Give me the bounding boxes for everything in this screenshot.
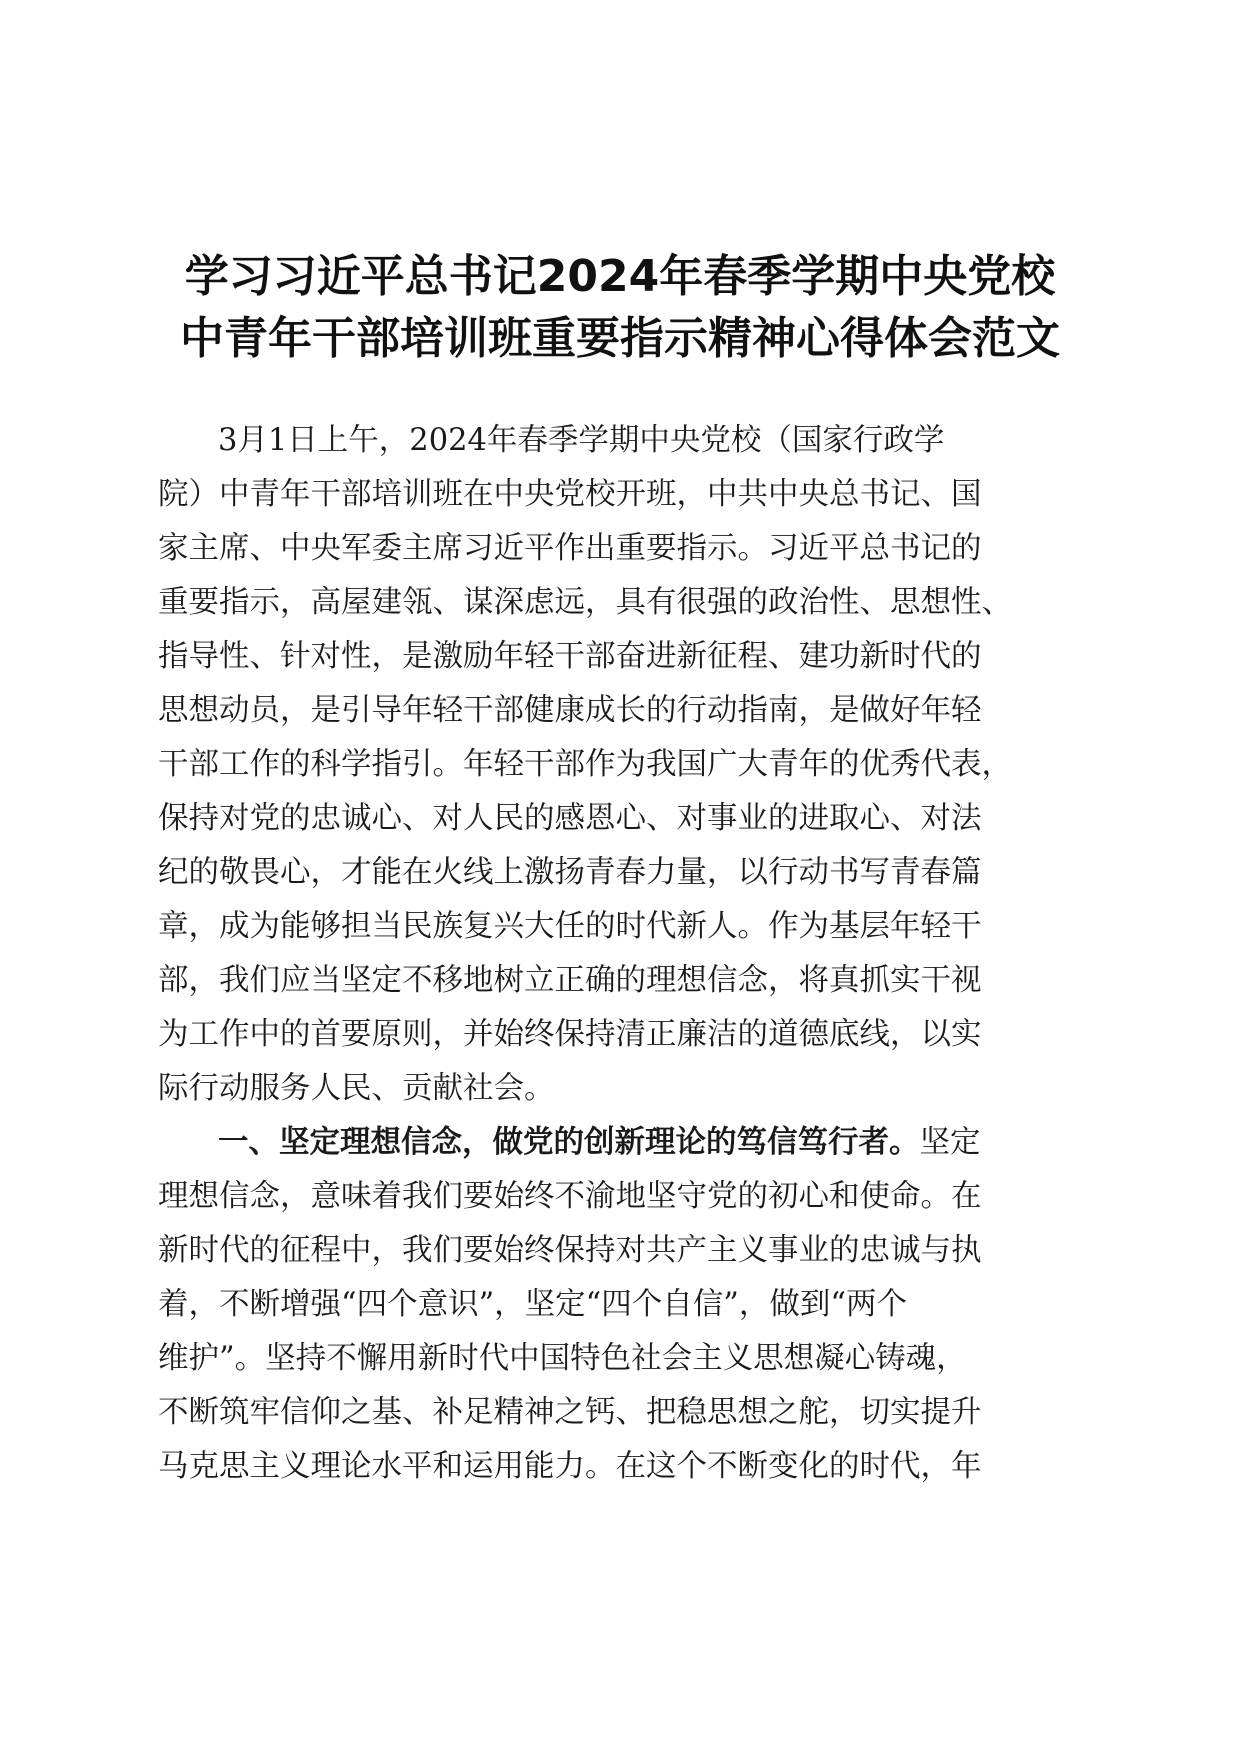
text-line: 部，我们应当坚定不移地树立正确的理想信念，将真抓实干视 bbox=[158, 963, 982, 998]
text-line: 保持对党的忠诚心、对人民的感恩心、对事业的进取心、对法 bbox=[158, 801, 982, 836]
text-line: 新时代的征程中，我们要始终保持对共产主义事业的忠诚与执 bbox=[158, 1233, 982, 1268]
text-line: 马克思主义理论水平和运用能力。在这个不断变化的时代，年 bbox=[158, 1449, 982, 1484]
title-line-1: 学习习近平总书记2024年春季学期中央党校 bbox=[184, 251, 1056, 302]
text-line: 思想动员，是引导年轻干部健康成长的行动指南，是做好年轻 bbox=[158, 693, 982, 728]
text-line: 理想信念，意味着我们要始终不渝地坚守党的初心和使命。在 bbox=[158, 1179, 982, 1214]
document-body bbox=[158, 414, 1090, 1494]
text-line: 不断筑牢信仰之基、补足精神之钙、把稳思想之舵，切实提升 bbox=[158, 1395, 982, 1430]
text-line bbox=[158, 1116, 1090, 1170]
text-line: 纪的敬畏心，才能在火线上激扬青春力量，以行动书写青春篇 bbox=[158, 855, 982, 890]
title-line-2: 中青年干部培训班重要指示精神心得体会范文 bbox=[180, 313, 1060, 364]
text-line: 章，成为能够担当民族复兴大任的时代新人。作为基层年轻干 bbox=[158, 909, 982, 944]
text-line: 重要指示，高屋建瓴、谋深虑远，具有很强的政治性、思想性、 bbox=[158, 585, 1012, 620]
section-1-paragraph bbox=[158, 1116, 1090, 1494]
text-line: 干部工作的科学指引。年轻干部作为我国广大青年的优秀代表， bbox=[158, 747, 1012, 782]
text-line: 为工作中的首要原则，并始终保持清正廉洁的道德底线，以实 bbox=[158, 1017, 982, 1052]
text-line: 维护”。坚持不懈用新时代中国特色社会主义思想凝心铸魂， bbox=[158, 1341, 967, 1376]
section-1-first-line-rest: 坚定 bbox=[919, 1125, 981, 1160]
text-line: 3月1日上午，2024年春季学期中央党校（国家行政学 bbox=[218, 423, 945, 458]
text-line: 院）中青年干部培训班在中央党校开班，中共中央总书记、国 bbox=[158, 477, 982, 512]
section-1-heading: 一、坚定理想信念，做党的创新理论的笃信笃行者。 bbox=[218, 1125, 920, 1160]
text-line: 家主席、中央军委主席习近平作出重要指示。习近平总书记的 bbox=[158, 531, 982, 566]
text-line: 际行动服务人民、贡献社会。 bbox=[158, 1071, 555, 1106]
text-line: 着，不断增强“四个意识”，坚定“四个自信”，做到“两个 bbox=[158, 1287, 907, 1322]
text-line: 指导性、针对性，是激励年轻干部奋进新征程、建功新时代的 bbox=[158, 639, 982, 674]
document-title bbox=[120, 246, 1120, 370]
intro-paragraph bbox=[158, 414, 1090, 1116]
